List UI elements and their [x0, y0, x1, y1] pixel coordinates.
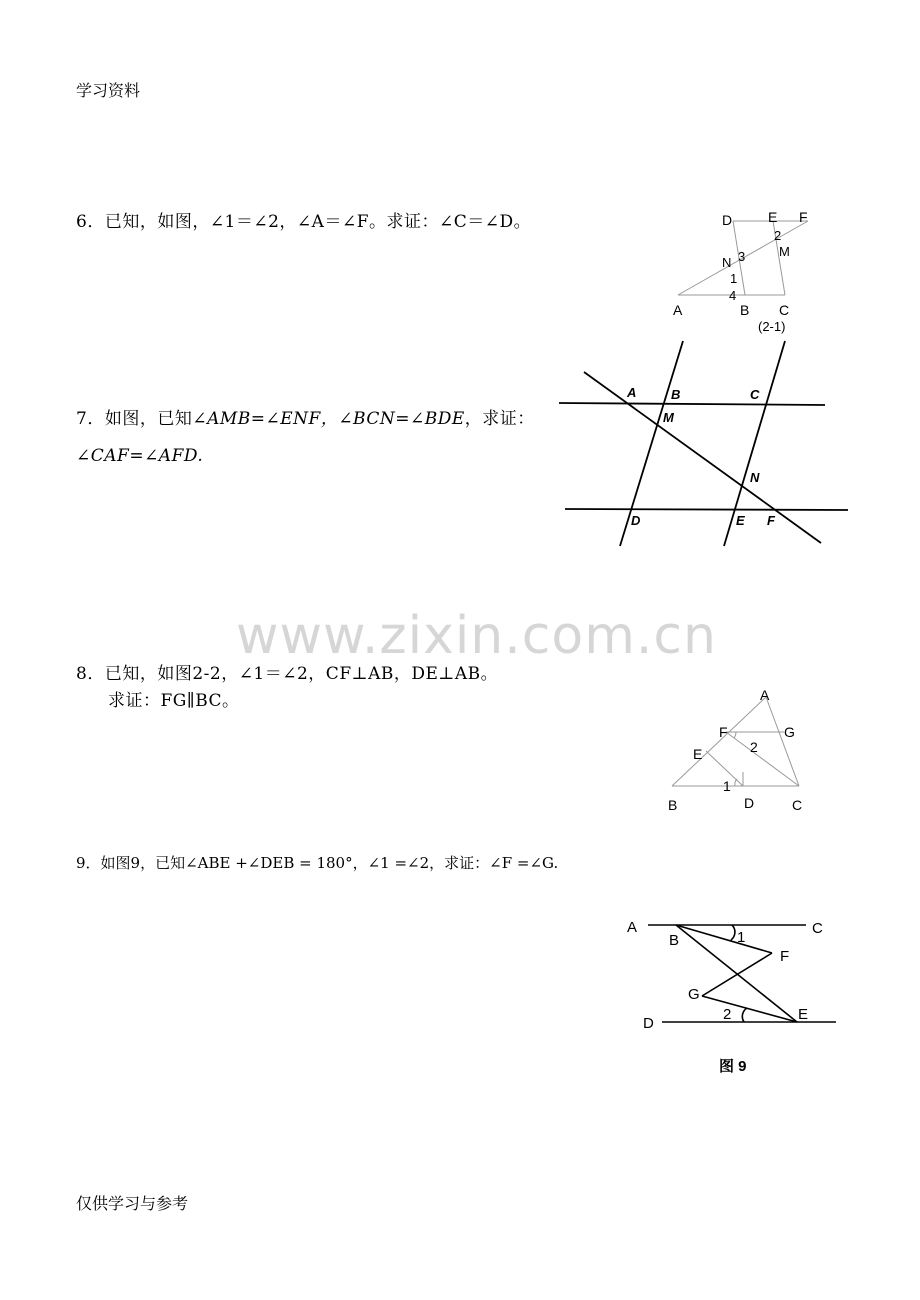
fig9-label-A: A — [627, 919, 638, 936]
question-9-text: 9．如图9，已知∠ABE +∠DEB = 180°，∠1 =∠2，求证：∠F =∠G. — [76, 854, 559, 872]
fig9-label-G: G — [688, 986, 700, 1003]
fig8-label-2: 2 — [750, 739, 758, 755]
page-footer: 仅供学习与参考 — [76, 1194, 189, 1213]
fig6-label-D: D — [722, 212, 733, 228]
fig6-caption: (2-1) — [758, 319, 786, 334]
fig8-label-1: 1 — [723, 778, 731, 794]
fig7-label-A: A — [627, 385, 637, 400]
fig8-label-G: G — [784, 724, 795, 740]
figure-6 — [668, 208, 848, 334]
fig7-label-D: D — [631, 513, 641, 528]
fig8-label-A: A — [760, 687, 770, 703]
question-8-line-2: 求证：FG∥BC。 — [108, 691, 240, 711]
fig6-label-M: M — [779, 244, 790, 259]
fig9-label-B: B — [669, 932, 680, 949]
fig7-label-F: F — [767, 513, 775, 528]
fig8-label-D: D — [744, 795, 755, 811]
question-6-text: 6．已知，如图，∠1＝∠2，∠A＝∠F。求证：∠C＝∠D。 — [76, 212, 532, 232]
fig7-label-C: C — [750, 387, 760, 402]
question-8-line-1: 8．已知，如图2-2，∠1＝∠2，CF⊥AB，DE⊥AB。 — [76, 664, 499, 684]
fig6-label-N: N — [722, 255, 732, 270]
fig7-label-N: N — [750, 470, 760, 485]
fig9-label-2: 2 — [723, 1006, 732, 1023]
fig6-label-E: E — [768, 209, 778, 225]
q7-suffix: ，求证： — [464, 409, 535, 429]
question-7-line-2: ∠CAF=∠AFD. — [76, 446, 204, 466]
fig8-label-B: B — [668, 797, 678, 813]
fig9-label-C: C — [812, 920, 823, 937]
fig6-label-B: B — [740, 302, 750, 318]
page-header: 学习资料 — [76, 81, 141, 100]
question-7-line-1 — [76, 404, 535, 429]
fig6-label-4: 4 — [729, 288, 737, 303]
fig6-label-3: 3 — [738, 249, 746, 264]
fig7-label-B: B — [671, 387, 681, 402]
fig9-label-D: D — [643, 1015, 654, 1032]
fig9-label-1: 1 — [737, 929, 746, 946]
q7-condition: ∠AMB=∠ENF，∠BCN=∠BDE — [192, 409, 465, 429]
fig7-label-M: M — [663, 410, 674, 425]
fig9-caption: 图 9 — [719, 1058, 747, 1075]
fig6-label-1: 1 — [730, 271, 738, 286]
fig6-label-C: C — [779, 302, 790, 318]
fig6-label-A: A — [673, 302, 683, 318]
fig8-label-E: E — [693, 746, 703, 762]
q7-prefix: 7．如图，已知 — [76, 409, 193, 429]
watermark: www.zixin.com.cn — [236, 606, 717, 666]
figure-9 — [622, 915, 842, 1075]
fig9-label-E: E — [798, 1006, 809, 1023]
figure-8 — [666, 686, 816, 816]
fig9-label-F: F — [780, 948, 790, 965]
fig8-label-F: F — [719, 724, 728, 740]
fig6-label-F: F — [799, 209, 808, 225]
fig6-label-2: 2 — [774, 228, 782, 243]
fig8-label-C: C — [792, 797, 803, 813]
figure-7 — [556, 336, 856, 551]
fig7-label-E: E — [736, 513, 745, 528]
